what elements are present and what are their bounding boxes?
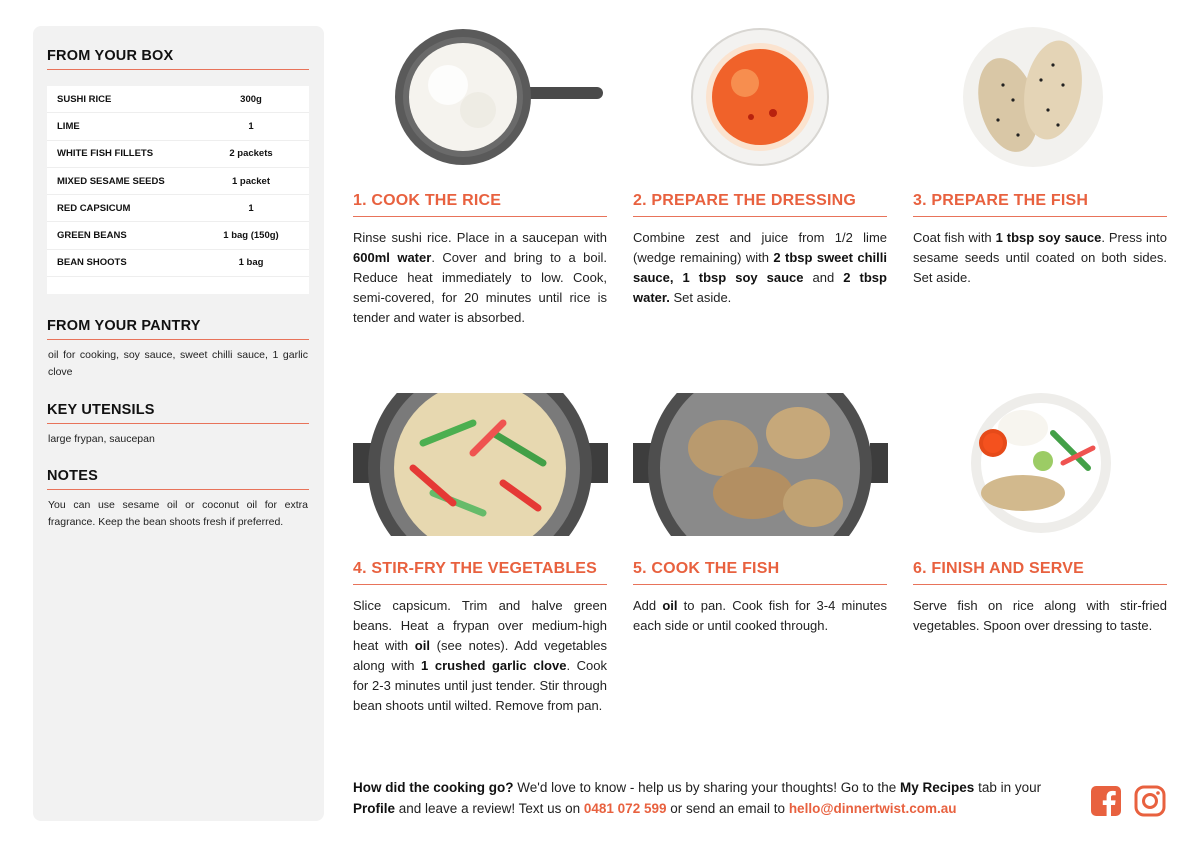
step-text-segment: Set aside. <box>669 290 732 305</box>
step-bold-text: 1 tbsp soy sauce <box>995 230 1102 245</box>
ingredient-qty: 1 <box>248 202 254 214</box>
step-3-title: 3. PREPARE THE FISH <box>913 192 1167 217</box>
facebook-icon[interactable] <box>1090 785 1122 817</box>
step-4-title: 4. STIR-FRY THE VEGETABLES <box>353 560 607 585</box>
footer-text-3: and leave a review! Text us on <box>395 801 584 816</box>
step-text-segment: Rinse sushi rice. Place in a saucepan with <box>353 230 607 245</box>
ingredient-name: BEAN SHOOTS <box>57 257 127 269</box>
ingredient-qty: 1 bag (150g) <box>223 230 279 242</box>
from-box-heading: FROM YOUR BOX <box>47 48 309 70</box>
profile-link[interactable]: Profile <box>353 801 396 816</box>
ingredient-row <box>47 113 309 140</box>
step-1-text <box>353 228 607 328</box>
step-2-text <box>633 228 887 308</box>
utensils-text: large frypan, saucepan <box>48 433 155 445</box>
rice-pot-photo <box>353 25 608 168</box>
step-text-segment: Slice capsicum. Trim and halve green beans. Heat a frypan over medium-high heat with <box>353 598 607 653</box>
ingredient-row <box>47 168 309 195</box>
step-text-segment: to pan. Cook fish for 3-4 minutes each side or until cooked through. <box>633 598 888 633</box>
feedback-footer <box>353 777 1073 819</box>
footer-text-2: tab in your <box>974 780 1042 795</box>
notes-text: You can use sesame oil or coconut oil for extra fragrance. Keep the bean shoots fresh if preferred. <box>48 499 308 528</box>
step-bold-text: oil <box>414 638 430 653</box>
step-3-text <box>913 228 1167 288</box>
ingredient-name: WHITE FISH FILLETS <box>57 148 154 160</box>
step-bold-text: 2 tbsp sweet chilli sauce, 1 tbsp soy sauce <box>633 250 887 285</box>
ingredient-qty: 1 bag <box>238 257 264 269</box>
ingredients-sidebar <box>33 26 324 821</box>
notes-heading: NOTES <box>47 468 309 490</box>
ingredient-name: LIME <box>57 120 80 132</box>
step-2-title: 2. PREPARE THE DRESSING <box>633 192 887 217</box>
step-5-text <box>633 596 887 636</box>
served-plate-photo <box>913 393 1168 536</box>
step-5-title: 5. COOK THE FISH <box>633 560 887 585</box>
pantry-heading: FROM YOUR PANTRY <box>47 318 309 340</box>
step-4-text <box>353 596 607 716</box>
step-bold-text: oil <box>662 598 678 613</box>
step-text-segment: (see notes). Add vegetables along with <box>353 638 607 673</box>
footer-question: How did the cooking go? <box>353 780 514 795</box>
step-text-segment: . Cover and bring to a boil. Reduce heat immediately to low. Cook, semi-covered, for 20 minutes until rice is tender and water is absorbed. <box>353 250 607 325</box>
ingredient-qty: 1 <box>248 120 254 132</box>
ingredient-qty: 1 packet <box>231 175 271 187</box>
step-bold-text: 600ml water <box>353 250 432 265</box>
ingredient-qty: 2 packets <box>229 148 273 160</box>
ingredient-qty: 300g <box>240 93 262 105</box>
stir-fry-pan-photo <box>353 393 608 536</box>
step-text-segment: Coat fish with <box>913 230 996 245</box>
email-link[interactable]: hello@dinnertwist.com.au <box>788 801 957 816</box>
step-text-segment: Add <box>633 598 663 613</box>
step-1-title: 1. COOK THE RICE <box>353 192 607 217</box>
ingredient-row <box>47 222 309 249</box>
ingredient-name: GREEN BEANS <box>57 230 127 242</box>
footer-text-1: We'd love to know - help us by sharing your thoughts! Go to the <box>513 780 901 795</box>
utensils-heading: KEY UTENSILS <box>47 402 309 424</box>
ingredients-table <box>47 86 309 294</box>
fish-pan-photo <box>633 393 888 536</box>
pantry-text: oil for cooking, soy sauce, sweet chilli sauce, 1 garlic clove <box>48 349 308 378</box>
ingredient-name: MIXED SESAME SEEDS <box>57 175 165 187</box>
ingredient-name: SUSHI RICE <box>57 93 112 105</box>
ingredient-row <box>47 195 309 222</box>
ingredient-name: RED CAPSICUM <box>57 202 131 214</box>
footer-text-4: or send an email to <box>666 801 789 816</box>
step-bold-text: 1 crushed garlic clove <box>421 658 567 673</box>
ingredient-row <box>47 86 309 113</box>
ingredient-row <box>47 141 309 168</box>
step-text-segment: . Press into sesame seeds until coated on both sides. Set aside. <box>913 230 1167 285</box>
step-6-text <box>913 596 1167 636</box>
dressing-bowl-photo <box>633 25 888 168</box>
step-text-segment: and <box>803 270 844 285</box>
step-6-title: 6. FINISH AND SERVE <box>913 560 1167 585</box>
step-bold-text: 2 tbsp water. <box>633 270 887 305</box>
step-text-segment: Combine zest and juice from 1/2 lime (wedge remaining) with <box>633 230 887 265</box>
my-recipes-tab-link[interactable]: My Recipes <box>900 780 975 795</box>
phone-link[interactable]: 0481 072 599 <box>583 801 667 816</box>
step-text-segment: . Cook for 2-3 minutes until just tender. Stir through bean shoots until wilted. Remove from pan. <box>353 658 607 713</box>
ingredient-row <box>47 250 309 277</box>
instagram-icon[interactable] <box>1134 785 1166 817</box>
sesame-fish-photo <box>913 25 1168 168</box>
step-text-segment: Serve fish on rice along with stir-fried vegetables. Spoon over dressing to taste. <box>913 598 1167 633</box>
